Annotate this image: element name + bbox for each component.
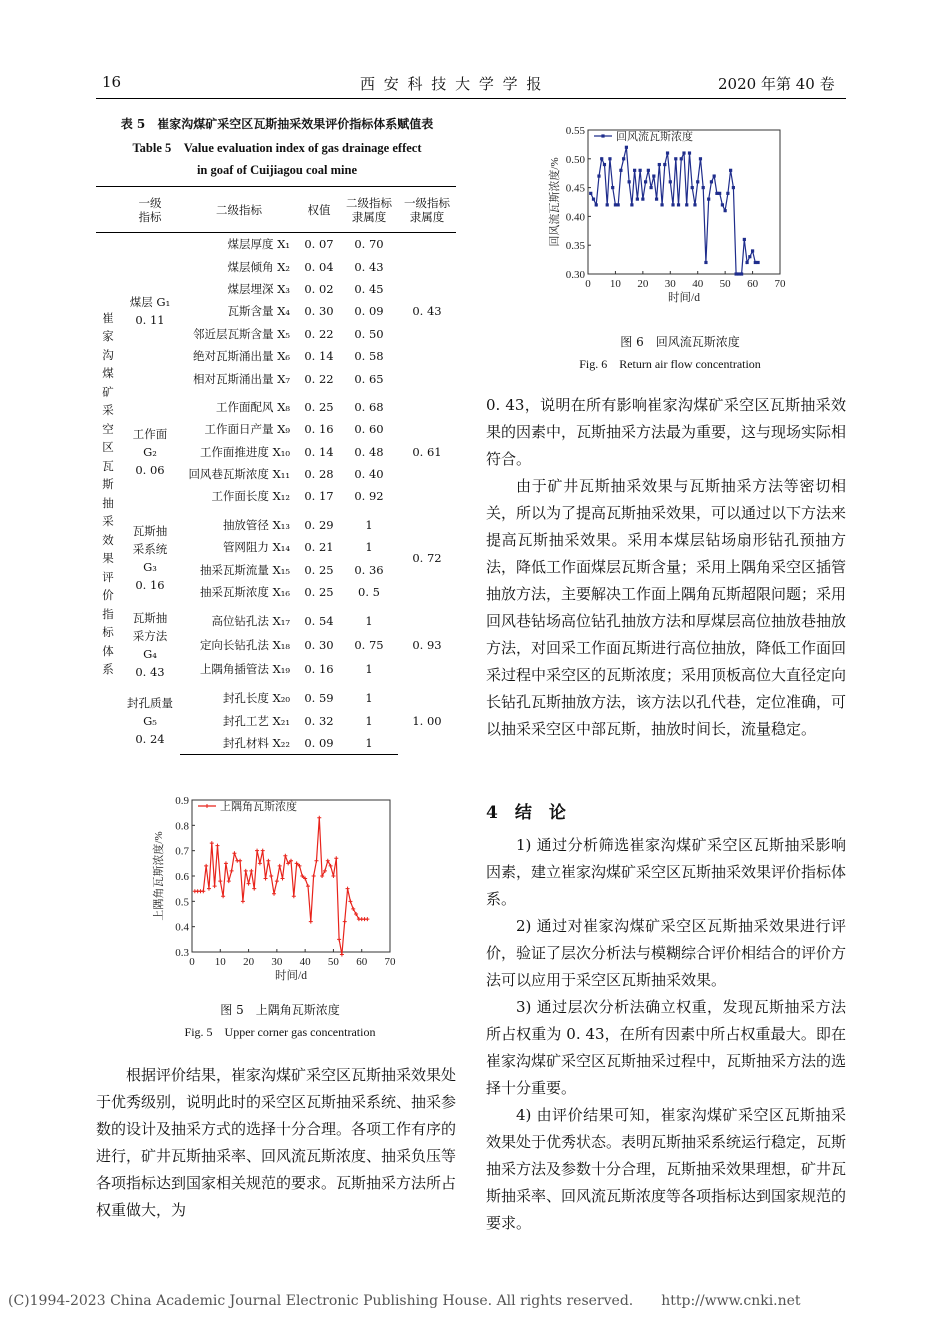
fig5-data-point [261, 849, 265, 853]
conclusion-item-2: 2) 通过对崔家沟煤矿采空区瓦斯抽采效果进行评价，验证了层次分析法与模糊综合评价相结合的评价方法可以应用于采空区瓦斯抽采效果。 [486, 917, 847, 989]
fig5-data-point [292, 894, 296, 898]
group-name: 煤层 G₁ 0. 11 [129, 295, 171, 328]
conclusion-item-3: 3) 通过层次分析法确立权重，发现瓦斯抽采方法所占权重为 0. 43，在所有因素中所占权重最大。即在崔家沟煤矿采空区瓦斯抽采过程中，瓦斯抽采方法的选择十分重要。 [486, 998, 847, 1097]
column-header: 二级指标 隶属度 [340, 188, 398, 233]
left-paragraph-text: 根据评价结果，崔家沟煤矿采空区瓦斯抽采效果处于优秀级别，说明此时的采空区瓦斯抽采系统、抽采参数的设计及抽采方式的选择十分合理。各项工作有序的进行，矿井瓦斯抽采率、回风流瓦斯浓度、抽采负压等各项指标达到国家相关规范的要求。瓦斯抽采方法所占权重做大，为 [96, 1066, 457, 1219]
fig6-data-point [751, 249, 754, 252]
fig5-x-tick-label: 40 [299, 956, 311, 968]
fig6-data-point [614, 203, 617, 206]
fig6-data-point [600, 157, 603, 160]
group-membership: 0. 72 [412, 551, 442, 566]
conclusion-item-1: 1) 通过分析筛选崔家沟煤矿采空区瓦斯抽采影响因素，建立崔家沟煤矿采空区瓦斯抽采效果评价指标体系。 [486, 836, 847, 908]
indicator-name: 高位钻孔法 X₁₇ [211, 614, 290, 629]
fig6-data-point [674, 157, 677, 160]
fig6-y-tick-label: 0.50 [565, 153, 585, 166]
fig5-data-point [224, 861, 228, 865]
indicator-membership: 0. 40 [354, 467, 384, 482]
fig6-data-point [592, 198, 595, 201]
fig5-data-point [348, 899, 352, 903]
fig5-data-point [312, 874, 316, 878]
indicator-weight: 0. 30 [304, 304, 334, 319]
fig5-data-point [249, 869, 253, 873]
indicator-membership: 1 [340, 732, 398, 755]
fig6-data-point [633, 169, 636, 172]
indicator-name: 绝对瓦斯涌出量 X₆ [193, 349, 290, 364]
fig6-data-point [721, 203, 724, 206]
indicator-weight: 0. 25 [304, 562, 334, 577]
indicator-name: 上隅角插管法 X₁₉ [199, 662, 290, 677]
indicator-name: 管网阻力 X₁₄ [222, 540, 290, 555]
indicator-membership: 0. 68 [354, 399, 384, 414]
fig6-data-point [754, 261, 757, 264]
fig5-data-point [343, 920, 347, 924]
fig6-x-tick-label: 30 [664, 278, 676, 290]
fig5-data-point [244, 869, 248, 873]
fig6-data-point [756, 261, 759, 264]
fig6-data-point [735, 272, 738, 275]
indicator-name: 定向长钻孔法 X₁₈ [199, 638, 290, 653]
fig6-legend-label: 回风流瓦斯浓度 [616, 131, 693, 143]
fig6-x-tick-label: 60 [747, 278, 759, 290]
fig6-data-point [597, 174, 600, 177]
fig6-data-point [660, 203, 663, 206]
fig6-data-point [743, 238, 746, 241]
fig6-y-tick-label: 0.45 [565, 182, 585, 195]
right-paragraph-1: 0. 43，说明在所有影响崔家沟煤矿采空区瓦斯抽采效果的因素中，瓦斯抽采方法最为重要，这与现场实际相符合。 [486, 396, 847, 468]
fig5-data-point [281, 877, 285, 881]
fig6-data-point [691, 186, 694, 189]
indicator-membership: 0. 92 [354, 489, 384, 504]
right-paragraphs [486, 392, 846, 743]
fig6-data-point [625, 146, 628, 149]
fig6-data-point [649, 186, 652, 189]
fig6-data-point [666, 151, 669, 154]
fig5-y-tick-label: 0.5 [175, 896, 189, 909]
fig5-x-tick-label: 30 [271, 956, 283, 968]
section4-title: 4 结 论 [486, 803, 566, 823]
indicator-membership: 0. 65 [354, 371, 384, 386]
fig5-y-tick-label: 0.6 [175, 871, 189, 883]
right-paragraph-2: 由于矿井瓦斯抽采效果与瓦斯抽采方法等密切相关，所以为了提高瓦斯抽采效果，可以通过以下方法来提高瓦斯抽采效果。采用本煤层钻场扇形钻孔预抽方法，降低工作面煤层瓦斯含量；采用上隅角采空区插管抽放方法，主要解决工作面上隅角瓦斯超限问题；采用回风巷钻场高位钻孔抽放方法和厚煤层高位抽放巷抽放方法，对回采工作面瓦斯进行高位抽放，降低工作面回采过程中采空区的瓦斯浓度；采用顶板高位大直径定向长钻孔瓦斯抽放方法，该方法以孔代巷，定位准确，可以抽采采空区中部瓦斯，抽放时间长，流量稳定。 [486, 477, 847, 738]
indicator-weight: 0. 22 [304, 371, 334, 386]
fig6-data-point [589, 192, 592, 195]
indicator-membership: 0. 43 [354, 259, 384, 274]
left-paragraph [96, 1062, 456, 1224]
group-name: 瓦斯抽 采方法 G₄ 0. 43 [132, 611, 168, 680]
fig5-legend-marker [205, 804, 209, 808]
fig6-data-point [619, 169, 622, 172]
fig6-y-axis-label: 回风流瓦斯浓度/% [549, 157, 561, 247]
fig6-legend-marker [601, 134, 604, 137]
fig6-data-point [737, 272, 740, 275]
issue-label: 2020 年第 40 卷 [718, 75, 835, 93]
fig6-data-point [617, 203, 620, 206]
fig5-data-point [255, 849, 259, 853]
fig6-data-point [693, 203, 696, 206]
fig5-data-point [269, 874, 273, 878]
indicator-name: 煤层厚度 X₁ [227, 237, 290, 252]
fig6-data-point [696, 180, 699, 183]
fig5-data-point [232, 851, 236, 855]
indicator-membership: 0. 5 [358, 585, 380, 600]
indicator-name: 回风巷瓦斯浓度 X₁₁ [188, 467, 290, 482]
fig6-data-point [644, 180, 647, 183]
fig6-chart [536, 118, 798, 326]
group-membership: 1. 00 [412, 714, 442, 729]
fig6-x-tick-label: 70 [774, 278, 786, 290]
fig6-data-point [715, 192, 718, 195]
indicator-name: 煤层埋深 X₃ [227, 281, 290, 296]
indicator-membership: 1 [365, 517, 373, 532]
indicator-name: 邻近层瓦斯含量 X₅ [193, 326, 290, 341]
fig5-data-point [346, 887, 350, 891]
fig6-y-tick-label: 0.40 [565, 211, 585, 224]
indicator-name: 抽采瓦斯浓度 X₁₆ [199, 585, 290, 600]
indicator-weight: 0. 17 [304, 489, 334, 504]
group-membership: 0. 93 [412, 638, 442, 653]
indicator-weight: 0. 16 [304, 662, 334, 677]
fig6-y-tick-label: 0.30 [565, 269, 585, 281]
indicator-membership: 0. 50 [354, 326, 384, 341]
indicator-weight: 0. 25 [304, 399, 334, 414]
fig5-data-point [278, 864, 282, 868]
group-membership: 0. 43 [412, 304, 442, 319]
fig5-x-tick-label: 60 [356, 956, 368, 968]
copyright-footer: (C)1994-2023 China Academic Journal Electronic Publishing House. All rights reserved. http://www.cnki.net [8, 1293, 801, 1309]
fig5-data-point [221, 894, 225, 898]
indicator-name: 封孔工艺 X₂₁ [222, 713, 290, 728]
fig5-data-point [266, 859, 270, 863]
group-name: 封孔质量 G₅ 0. 24 [127, 696, 173, 747]
indicator-weight: 0. 22 [304, 326, 334, 341]
fig6-caption-cn: 图 6 回风流瓦斯浓度 [620, 335, 740, 349]
fig6-data-point [680, 157, 683, 160]
fig5-y-tick-label: 0.9 [175, 795, 189, 807]
page-number: 16 [102, 73, 122, 91]
indicator-weight: 0. 16 [304, 422, 334, 437]
indicator-name: 工作面日产量 X₉ [204, 422, 290, 437]
indicator-name: 抽采瓦斯流量 X₁₅ [199, 562, 290, 577]
fig6-data-point [682, 151, 685, 154]
fig5-data-point [337, 937, 341, 941]
indicator-name: 工作面长度 X₁₂ [211, 489, 290, 504]
section4-list [486, 832, 846, 1237]
fig6-data-point [745, 261, 748, 264]
indicator-weight: 0. 14 [304, 349, 334, 364]
fig6-x-tick-label: 10 [609, 278, 621, 290]
fig6-y-tick-label: 0.55 [565, 125, 585, 137]
fig5-data-point [238, 859, 242, 863]
fig5-data-point [218, 879, 222, 883]
indicator-membership: 0. 09 [354, 304, 384, 319]
fig6-data-point [647, 169, 650, 172]
fig5-data-point [314, 859, 318, 863]
table-row [96, 233, 456, 256]
indicator-weight: 0. 04 [304, 259, 334, 274]
fig6-data-point [732, 186, 735, 189]
fig5-caption-cn: 图 5 上隅角瓦斯浓度 [220, 1003, 340, 1017]
indicator-weight: 0. 09 [298, 732, 340, 755]
fig6-data-point [595, 203, 598, 206]
table-row [96, 396, 456, 418]
fig6-data-point [606, 203, 609, 206]
fig6-data-point [608, 157, 611, 160]
fig6-data-point [622, 157, 625, 160]
indicator-membership: 1 [365, 614, 373, 629]
indicator-name: 工作面配风 X₈ [216, 399, 290, 414]
indicator-membership: 1 [365, 540, 373, 555]
indicator-weight: 0. 25 [304, 585, 334, 600]
indicator-membership: 0. 75 [354, 638, 384, 653]
fig5-data-point [215, 844, 219, 848]
fig6-data-point [603, 163, 606, 166]
indicator-membership: 0. 60 [354, 422, 384, 437]
fig6-x-tick-label: 20 [637, 278, 649, 290]
fig5-data-point [334, 856, 338, 860]
indicator-membership: 1 [365, 691, 373, 706]
indicator-membership: 0. 58 [354, 349, 384, 364]
fig5-data-point [340, 953, 344, 957]
indicator-weight: 0. 32 [304, 713, 334, 728]
fig6-caption-en: Fig. 6 Return air flow concentration [579, 357, 761, 371]
fig5-x-tick-label: 50 [327, 956, 339, 968]
fig5-data-point [283, 854, 287, 858]
fig6-data-point [726, 192, 729, 195]
table-row [96, 687, 456, 709]
fig5-data-point [210, 841, 214, 845]
fig6-data-point [688, 151, 691, 154]
table5 [96, 188, 456, 755]
fig6-x-tick-label: 0 [585, 278, 591, 290]
fig5-data-point [252, 887, 256, 891]
fig5-data-point [275, 879, 279, 883]
fig6-data-point [652, 174, 655, 177]
fig5-data-point [272, 892, 276, 896]
system-label: 崔 家 沟 煤 矿 采 空 区 瓦 斯 抽 采 效 果 评 价 指 标 体 系 [102, 310, 114, 677]
fig5-data-point [317, 816, 321, 820]
fig6-data-point [713, 174, 716, 177]
group-membership: 0. 61 [412, 444, 442, 459]
fig6-data-point [710, 180, 713, 183]
fig6-y-tick-label: 0.35 [565, 240, 585, 253]
fig5-data-point [230, 869, 234, 873]
indicator-name: 瓦斯含量 X₄ [227, 304, 290, 319]
fig5-data-point [241, 899, 245, 903]
column-header: 二级指标 [180, 188, 298, 233]
indicator-name: 煤层倾角 X₂ [227, 259, 290, 274]
fig6-data-point [740, 272, 743, 275]
fig5-y-tick-label: 0.3 [175, 947, 189, 959]
fig6-x-axis-label: 时间/d [668, 292, 700, 304]
fig6-data-point [669, 180, 672, 183]
indicator-name: 封孔长度 X₂₀ [222, 691, 290, 706]
fig6-data-point [707, 198, 710, 201]
header-rule [96, 98, 846, 99]
table-row [96, 514, 456, 536]
fig6-data-point [611, 186, 614, 189]
fig6-data-point [718, 192, 721, 195]
indicator-weight: 0. 28 [304, 467, 334, 482]
column-header: 一级 指标 [120, 188, 180, 233]
fig6-data-point [641, 198, 644, 201]
fig5-legend-label: 上隅角瓦斯浓度 [220, 801, 297, 813]
fig6-data-point [677, 203, 680, 206]
fig6-data-point [671, 203, 674, 206]
indicator-name: 抽放管径 X₁₃ [222, 517, 290, 532]
fig5-series-line [195, 818, 368, 955]
fig5-data-point [365, 917, 369, 921]
fig5-x-axis-label: 时间/d [275, 970, 307, 982]
indicator-weight: 0. 07 [304, 237, 334, 252]
fig6-series-line [591, 147, 758, 274]
fig5-y-tick-label: 0.4 [175, 921, 189, 934]
fig5-data-point [258, 861, 262, 865]
fig5-data-point [227, 879, 231, 883]
fig6-data-point [655, 198, 658, 201]
fig5-data-point [213, 884, 217, 888]
fig5-y-tick-label: 0.7 [175, 845, 189, 858]
indicator-weight: 0. 59 [304, 691, 334, 706]
fig6-data-point [663, 163, 666, 166]
indicator-membership: 0. 48 [354, 444, 384, 459]
fig6-data-point [724, 209, 727, 212]
table5-caption-cn: 表 5 崔家沟煤矿采空区瓦斯抽采效果评价指标体系赋值表 [120, 117, 434, 131]
indicator-weight: 0. 02 [304, 281, 334, 296]
fig6-x-tick-label: 40 [692, 278, 704, 290]
fig6-x-tick-label: 50 [719, 278, 731, 290]
table5-caption-en-1: Table 5 Value evaluation index of gas drainage effect [132, 141, 422, 155]
fig5-y-tick-label: 0.8 [175, 820, 189, 833]
fig5-x-tick-label: 10 [214, 956, 226, 968]
fig5-caption-en: Fig. 5 Upper corner gas concentration [184, 1025, 376, 1039]
fig5-data-point [309, 920, 313, 924]
table-row [96, 609, 456, 633]
indicator-weight: 0. 14 [304, 444, 334, 459]
indicator-membership: 1 [365, 662, 373, 677]
fig6-data-point [704, 261, 707, 264]
indicator-weight: 0. 29 [304, 517, 334, 532]
journal-title: 西 安 科 技 大 学 学 报 [360, 75, 544, 93]
fig6-data-point [628, 180, 631, 183]
table5-caption-en-2: in goaf of Cuijiagou coal mine [196, 163, 358, 177]
fig5-data-point [204, 864, 208, 868]
fig6-data-point [636, 198, 639, 201]
indicator-weight: 0. 54 [304, 614, 334, 629]
fig5-x-tick-label: 0 [189, 956, 195, 968]
indicator-name: 工作面推进度 X₁₀ [199, 444, 290, 459]
indicator-weight: 0. 30 [304, 638, 334, 653]
indicator-membership: 0. 45 [354, 281, 384, 296]
fig6-data-point [699, 157, 702, 160]
fig6-data-point [630, 203, 633, 206]
header-blank [96, 188, 120, 233]
fig6-data-point [702, 186, 705, 189]
fig5-data-point [306, 884, 310, 888]
fig5-data-point [264, 877, 268, 881]
fig5-x-tick-label: 70 [384, 956, 396, 968]
indicator-membership: 0. 70 [354, 237, 384, 252]
fig5-y-axis-label: 上隅角瓦斯浓度/% [153, 831, 165, 921]
indicator-name: 封孔材料 X₂₂ [180, 732, 298, 755]
fig6-data-point [639, 169, 642, 172]
fig6-data-point [658, 163, 661, 166]
table5-top-rule [96, 186, 456, 187]
indicator-weight: 0. 21 [304, 540, 334, 555]
fig5-data-point [201, 889, 205, 893]
column-header: 一级指标 隶属度 [398, 188, 456, 233]
fig5-chart [148, 790, 408, 992]
indicator-membership: 1 [365, 713, 373, 728]
fig6-data-point [729, 169, 732, 172]
conclusion-item-4: 4) 由评价结果可知，崔家沟煤矿采空区瓦斯抽采效果处于优秀状态。表明瓦斯抽采系统运行稳定，瓦斯抽采方法及参数十分合理，瓦斯抽采效果理想，矿井瓦斯抽采率、回风流瓦斯浓度等各项指标达到国家规范的要求。 [486, 1106, 847, 1232]
fig5-data-point [331, 874, 335, 878]
fig6-data-point [685, 203, 688, 206]
fig5-data-point [247, 882, 251, 886]
indicator-name: 相对瓦斯涌出量 X₇ [193, 371, 290, 386]
group-name: 瓦斯抽 采系统 G₃ 0. 16 [132, 524, 168, 593]
fig5-data-point [207, 887, 211, 891]
indicator-membership: 0. 36 [354, 562, 384, 577]
fig5-x-tick-label: 20 [243, 956, 255, 968]
fig6-data-point [748, 255, 751, 258]
column-header: 权值 [298, 188, 340, 233]
group-name: 工作面 G₂ 0. 06 [132, 426, 168, 477]
fig5-plot-frame [192, 800, 390, 952]
